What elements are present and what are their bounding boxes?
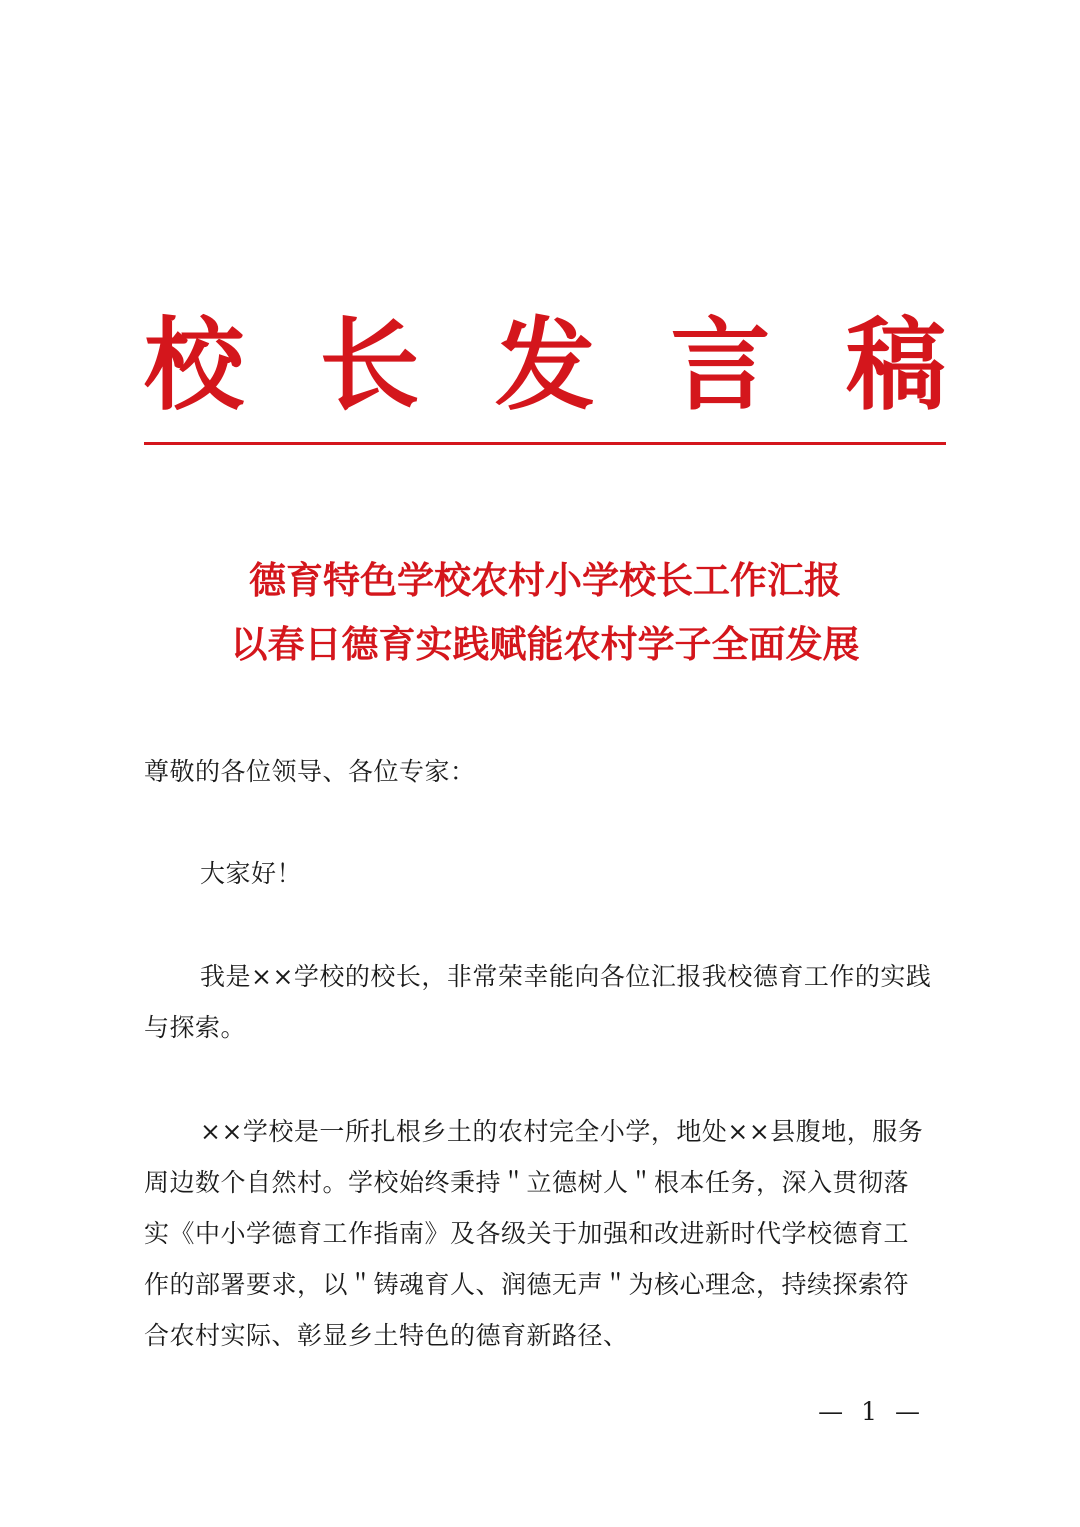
footer-dash-right: — xyxy=(895,1397,920,1426)
masthead-char: 言 xyxy=(670,306,771,424)
footer-dash-left: — xyxy=(818,1397,844,1426)
red-divider-line xyxy=(144,442,946,445)
page-number: 1 xyxy=(861,1397,877,1426)
title-line-2: 以春日德育实践赋能农村学子全面发展 xyxy=(230,622,860,666)
title-line-1: 德育特色学校农村小学校长工作汇报 xyxy=(249,558,841,602)
masthead-char: 发 xyxy=(495,306,595,424)
paragraph-1: 我是××学校的校长，非常荣幸能向各位汇报我校德育工作的实践与探索。 xyxy=(144,962,932,1042)
paragraph-2: ××学校是一所扎根乡土的农村完全小学，地处××县腹地，服务周边数个自然村。学校始终秉持＂立德树人＂根本任务，深入贯彻落实《中小学德育工作指南》及各级关于加强和改进新时代学校德育工作的部署要求，以＂铸魂育人、润德无声＂为核心理念，持续探索符合农村实际、彰显乡土特色的德育新路径、 xyxy=(144,1117,924,1350)
document-titles xyxy=(144,548,946,676)
masthead-title xyxy=(144,300,946,430)
greeting: 大家好！ xyxy=(200,859,303,888)
salutation: 尊敬的各位领导、各位专家： xyxy=(144,757,476,786)
masthead-char: 稿 xyxy=(846,306,946,424)
masthead-char: 长 xyxy=(319,306,420,424)
masthead-char: 校 xyxy=(144,306,244,424)
page-footer xyxy=(818,1392,920,1432)
